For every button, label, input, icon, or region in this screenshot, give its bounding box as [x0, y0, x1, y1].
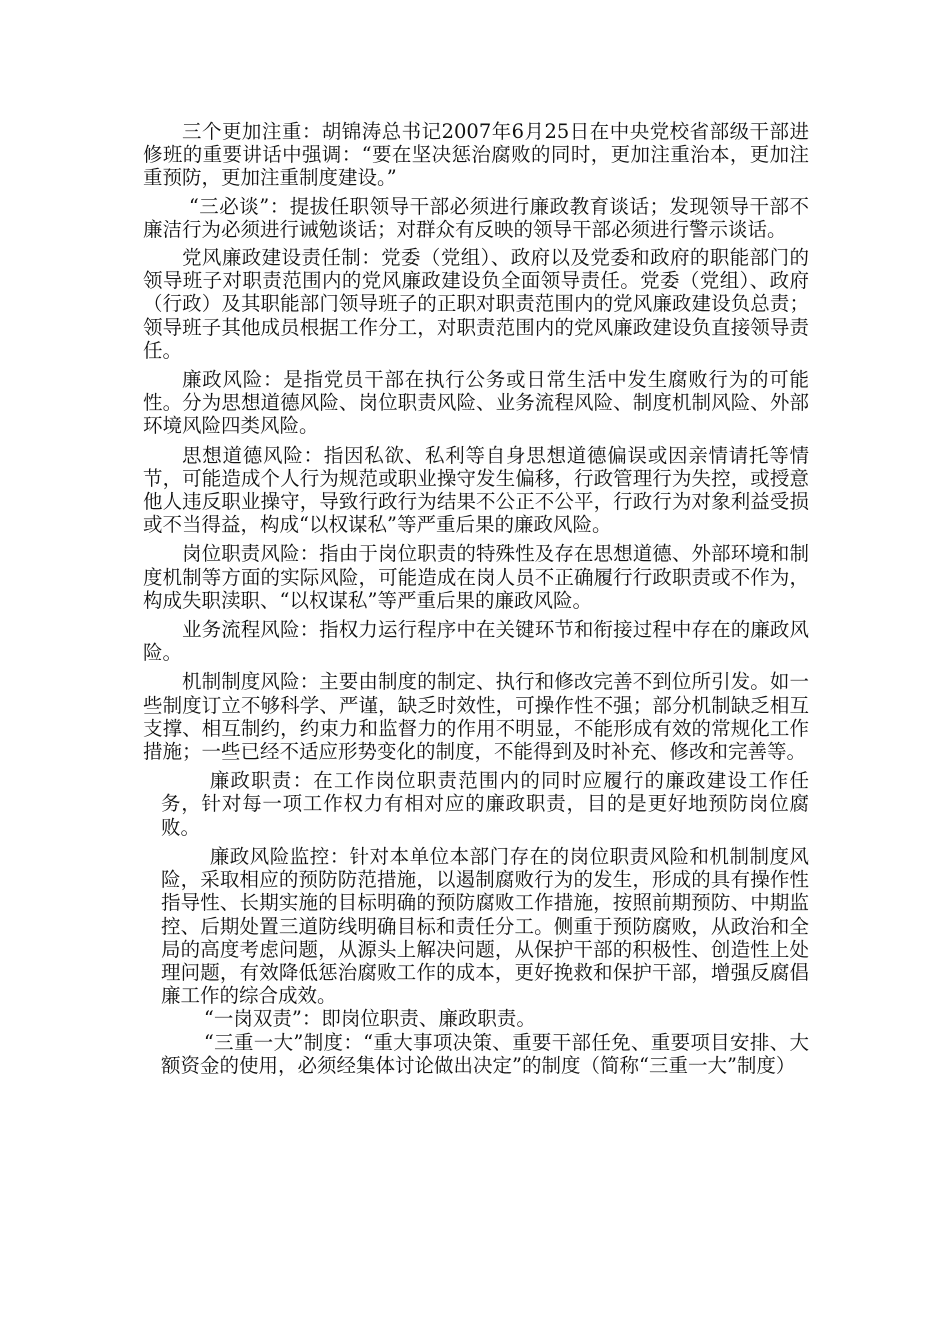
paragraph-three-emphases: 三个更加注重：胡锦涛总书记2007年6月25日在中央党校省部级干部进修班的重要讲话中强调：“要在坚决惩治腐败的同时，更加注重治本，更加注重预防，更加注重制度建设。” [143, 120, 809, 190]
paragraph-responsibility-system: 党风廉政建设责任制：党委（党组）、政府以及党委和政府的职能部门的领导班子对职责范围内的党风廉政建设负全面领导责任。党委（党组）、政府（行政）及其职能部门领导班子的正职对职责范围内的党风廉政建设负总责；领导班子其他成员根据工作分工，对职责范围内的党风廉政建设负直接领导责任。 [143, 246, 809, 362]
paragraph-moral-risk: 思想道德风险：指因私欲、私利等自身思想道德偏误或因亲情请托等情节，可能造成个人行为规范或职业操守发生偏移，行政管理行为失控，或授意他人违反职业操守，导致行政行为结果不公正不公平，行政行为对象利益受损或不当得益，构成“以权谋私”等严重后果的廉政风险。 [143, 443, 809, 537]
paragraph-integrity-duty: 廉政职责：在工作岗位职责范围内的同时应履行的廉政建设工作任务，针对每一项工作权力有相对应的廉政职责，目的是更好地预防岗位腐败。 [161, 769, 809, 839]
paragraph-risk-monitoring: 廉政风险监控：针对本单位本部门存在的岗位职责风险和机制制度风险，采取相应的预防防范措施，以遏制腐败行为的发生，形成的具有操作性指导性、长期实施的目标明确的预防腐败工作措施，按照前期预防、中期监控、后期处置三道防线明确目标和责任分工。侧重于预防腐败，从政治和全局的高度考虑问题，从源头上解决问题，从保护干部的积极性、创造性上处理问题，有效降低惩治腐败工作的成本，更好挽救和保护干部，增强反腐倡廉工作的综合成效。 [161, 844, 809, 1008]
paragraph-integrity-risk: 廉政风险：是指党员干部在执行公务或日常生活中发生腐败行为的可能性。分为思想道德风险、岗位职责风险、业务流程风险、制度机制风险、外部环境风险四类风险。 [143, 368, 809, 438]
paragraph-one-post-two-duties: “一岗双责”：即岗位职责、廉政职责。 [203, 1007, 536, 1031]
paragraph-three-important-one-large: “三重一大”制度：“重大事项决策、重要干部任免、重要项目安排、大额资金的使用，必须经集体讨论做出决定”的制度（简称“三重一大”制度） [161, 1030, 809, 1077]
paragraph-mechanism-risk: 机制制度风险：主要由制度的制定、执行和修改完善不到位所引发。如一些制度订立不够科学、严谨，缺乏时效性，可操作性不强；部分机制缺乏相互支撑、相互制约，约束力和监督力的作用不明显，不能形成有效的常规化工作措施；一些已经不适应形势变化的制度，不能得到及时补充、修改和完善等。 [143, 670, 809, 764]
document-body [143, 120, 809, 1077]
paragraph-three-talks: “三必谈”：提拔任职领导干部必须进行廉政教育谈话；发现领导干部不廉洁行为必须进行诫勉谈话；对群众有反映的领导干部必须进行警示谈话。 [143, 194, 809, 241]
paragraph-post-duty-risk: 岗位职责风险：指由于岗位职责的特殊性及存在思想道德、外部环境和制度机制等方面的实际风险，可能造成在岗人员不正确履行行政职责或不作为，构成失职渎职、“以权谋私”等严重后果的廉政风险。 [143, 542, 809, 612]
paragraph-process-risk: 业务流程风险：指权力运行程序中在关键环节和衔接过程中存在的廉政风险。 [143, 618, 809, 665]
